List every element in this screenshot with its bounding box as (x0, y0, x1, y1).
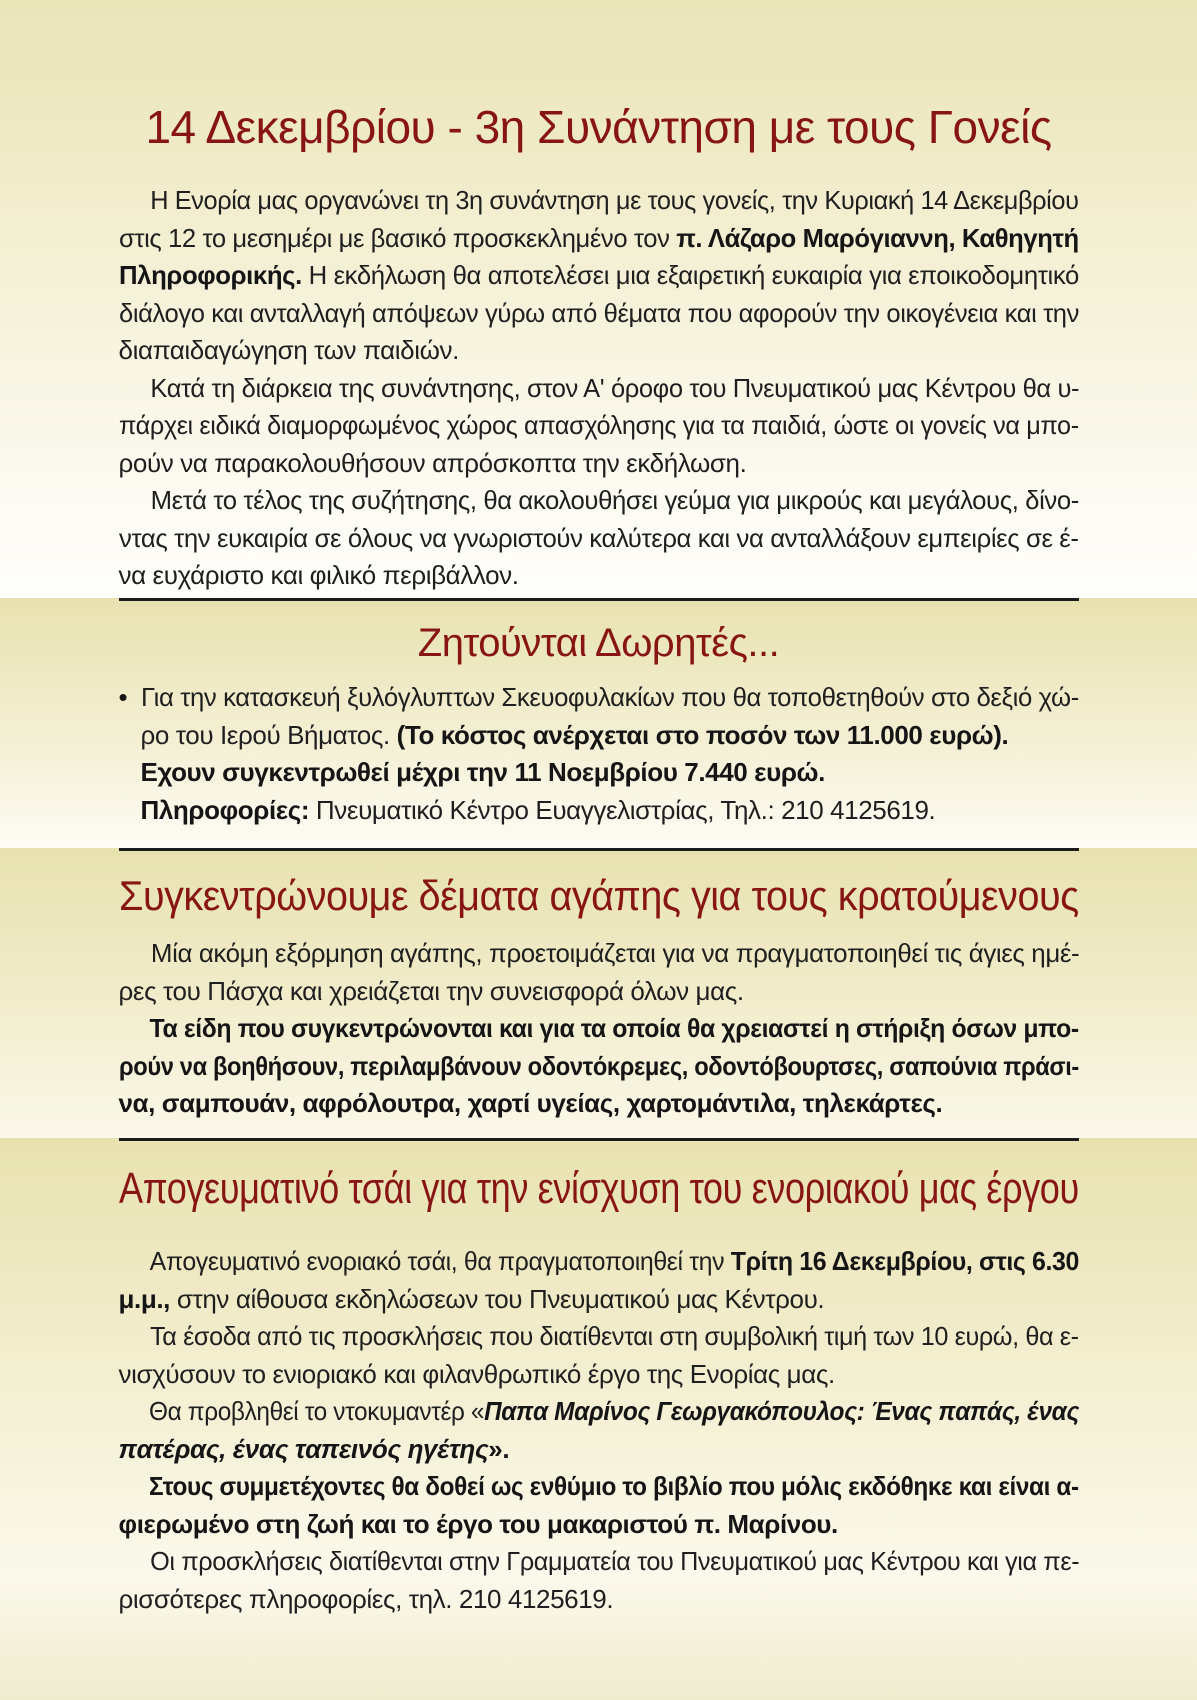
text-line (119, 1581, 1079, 1619)
text-segment: ρο του Ιερού Βήματος. (140, 719, 397, 750)
text-segment: πάρχει ειδικά διαμορφωμένος χώρος απασχόλησης για τα παιδιά, ώστε οι γονείς να μπο- (118, 410, 1079, 440)
text-segment: π. Λάζαρο Μαρόγιαννη, Καθηγητή (675, 222, 1079, 253)
text-segment: διαπαιδαγώγηση των παιδιών. (118, 335, 459, 365)
text-line (119, 1356, 1079, 1394)
bullet-icon: • (118, 682, 128, 712)
text-segment: ρούν να παρακολουθήσουν απρόσκοπτα την εκδήλωση. (118, 447, 747, 478)
text-line (119, 935, 1079, 973)
section-parents-meeting (0, 0, 1197, 598)
text-segment: νισχύσουν το ενιοριακό και φιλανθρωπικό έργο της Ενορίας μας. (118, 1358, 835, 1389)
section-paragraphs (119, 182, 1079, 595)
section-heading-donors: Ζητούνται Δωρητές... (417, 621, 780, 665)
text-line (119, 182, 1079, 220)
text-line (119, 1281, 1079, 1319)
text-line (140, 679, 1079, 717)
text-segment: (Το κόστος ανέρχεται στο ποσόν των 11.000 ευρώ). (396, 719, 1009, 750)
paragraph (119, 370, 1079, 483)
paragraph (119, 482, 1079, 595)
text-line (119, 1468, 1079, 1506)
text-line (141, 717, 1079, 755)
text-line (119, 1506, 1079, 1544)
text-line (118, 1048, 1079, 1086)
text-segment: Πνευματικό Κέντρο Ευαγγελιστρίας, Τηλ.: 210 4125619. (315, 794, 936, 825)
text-line (119, 445, 1079, 483)
text-line (119, 1543, 1079, 1581)
text-segment: Τα έσοδα από τις προσκλήσεις που διατίθενται στη συμβολική τιμή των 10 ευρώ, θα ε- (149, 1321, 1079, 1351)
text-segment: Τα είδη που συγκεντρώνονται και για τα οποία θα χρειαστεί η στήριξη όσων μπο- (149, 1013, 1079, 1043)
paragraph (119, 1393, 1079, 1468)
text-segment: μ.μ., (118, 1283, 170, 1314)
text-segment: Πληροφορίες: (140, 794, 316, 825)
text-line (118, 220, 1079, 258)
text-line (119, 1431, 1079, 1469)
text-line (141, 754, 1079, 792)
section-heading-care-packages: Συγκεντρώνουμε δέματα αγάπης για τους κρατούμενους (118, 872, 1079, 919)
section-paragraphs (119, 935, 1079, 1123)
text-segment: Εχουν συγκεντρωθεί μέχρι την 11 Νοεμβρίου 7.440 ευρώ. (140, 757, 825, 787)
paragraph (119, 1543, 1079, 1618)
text-segment: Οι προσκλήσεις διατίθενται στην Γραμματεία του Πνευματικού μας Κέντρου και για πε- (149, 1546, 1079, 1576)
text-segment: στις 12 το μεσημέρι με βασικό προσκεκλημένο τον (118, 222, 676, 253)
text-segment: Μία ακόμη εξόρμηση αγάπης, προετοιμάζεται για να πραγματοποιηθεί τις άγιες ημέ- (150, 938, 1079, 968)
text-segment: ρες του Πάσχα και χρειάζεται την συνεισφορά όλων μας. (118, 975, 744, 1006)
section-donors-wanted (0, 598, 1197, 848)
section-paragraphs (119, 1243, 1079, 1618)
section-care-packages (0, 848, 1197, 1138)
text-segment: Στους συμμετέχοντες θα δοθεί ως ενθύμιο το βιβλίο που μόλις εκδόθηκε και είναι α- (148, 1471, 1079, 1501)
text-line (119, 1393, 1079, 1431)
text-segment: διάλογο και ανταλλαγή απόψεων γύρω από θέματα που αφορούν την οικογένεια και την (118, 297, 1079, 328)
text-segment: Τρίτη 16 Δεκεμβρίου, στις 6.30 (730, 1246, 1079, 1276)
text-line (118, 407, 1079, 445)
paragraph (119, 182, 1079, 370)
text-segment: Παπα Μαρίνος Γεωργακόπουλος: Ένας παπάς, ένας (483, 1396, 1079, 1426)
paragraph (119, 1318, 1079, 1393)
text-line (119, 1085, 1079, 1123)
section-paragraphs (119, 679, 1079, 829)
text-line (141, 792, 1079, 830)
paragraph (119, 1243, 1079, 1318)
text-segment: στην αίθουσα εκδηλώσεων του Πνευματικού μας Κέντρου. (170, 1283, 825, 1314)
bullet-item (119, 679, 1079, 829)
text-line (118, 520, 1079, 558)
page-title: 14 Δεκεμβρίου - 3η Συνάντηση με τους Γονείς (145, 101, 1052, 153)
text-segment: Πληροφορικής. (118, 260, 302, 290)
text-segment: να ευχάριστο και φιλικό περιβάλλον. (118, 560, 519, 590)
text-segment: φιερωμένο στη ζωή και το έργο του μακαριστού π. Μαρίνου. (118, 1508, 838, 1539)
section-afternoon-tea (0, 1138, 1197, 1700)
text-line (119, 1010, 1079, 1048)
text-segment: Η Ενορία μας οργανώνει τη 3η συνάντηση με τους γονείς, την Κυριακή 14 Δεκεμβρίου (149, 185, 1079, 215)
text-segment: ντας την ευκαιρία σε όλους να γνωριστούν καλύτερα και να ανταλλάξουν εμπειρίες σε έ- (118, 522, 1079, 553)
text-line (119, 557, 1079, 595)
text-segment: να, σαμπουάν, αφρόλουτρα, χαρτί υγείας, χαρτομάντιλα, τηλεκάρτες. (118, 1088, 943, 1118)
text-segment: Για την κατασκευή ξυλόγλυπτων Σκευοφυλακίων που θα τοποθετηθούν στο δεξιό χώ- (140, 682, 1079, 712)
text-line (119, 482, 1079, 520)
text-line (119, 370, 1079, 408)
text-segment: Θα προβληθεί το ντοκυμαντέρ « (148, 1396, 484, 1426)
text-segment: ρούν να βοηθήσουν, περιλαμβάνουν οδοντόκρεμες, οδοντόβουρτσες, σαπούνια πράσι- (118, 1050, 1079, 1081)
text-line (119, 1243, 1079, 1281)
text-segment: Μετά το τέλος της συζήτησης, θα ακολουθήσει γεύμα για μικρούς και μεγάλους, δίνο- (150, 485, 1079, 515)
text-segment: Κατά τη διάρκεια της συνάντησης, στον Α' όροφο του Πνευματικού μας Κέντρου θα υ- (149, 372, 1079, 403)
text-line (119, 973, 1079, 1011)
text-segment: ρισσότερες πληροφορίες, τηλ. 210 4125619. (118, 1583, 614, 1614)
paragraph (119, 935, 1079, 1010)
paragraph (119, 1010, 1079, 1123)
text-line (119, 1318, 1079, 1356)
text-segment: ». (488, 1433, 510, 1464)
text-segment: Απογευματινό ενοριακό τσάι, θα πραγματοποιηθεί την (149, 1246, 731, 1276)
text-line (119, 332, 1079, 370)
text-line (118, 257, 1079, 295)
text-segment: Η εκδήλωση θα αποτελέσει μια εξαιρετική ευκαιρία για εποικοδομητικό (301, 260, 1079, 290)
section-heading-afternoon-tea: Απογευματινό τσάι για την ενίσχυση του ενοριακού μας έργου (118, 1164, 1079, 1213)
text-segment: πατέρας, ένας ταπεινός ηγέτης (118, 1433, 489, 1464)
paragraph (119, 1468, 1079, 1543)
text-line (118, 295, 1079, 333)
